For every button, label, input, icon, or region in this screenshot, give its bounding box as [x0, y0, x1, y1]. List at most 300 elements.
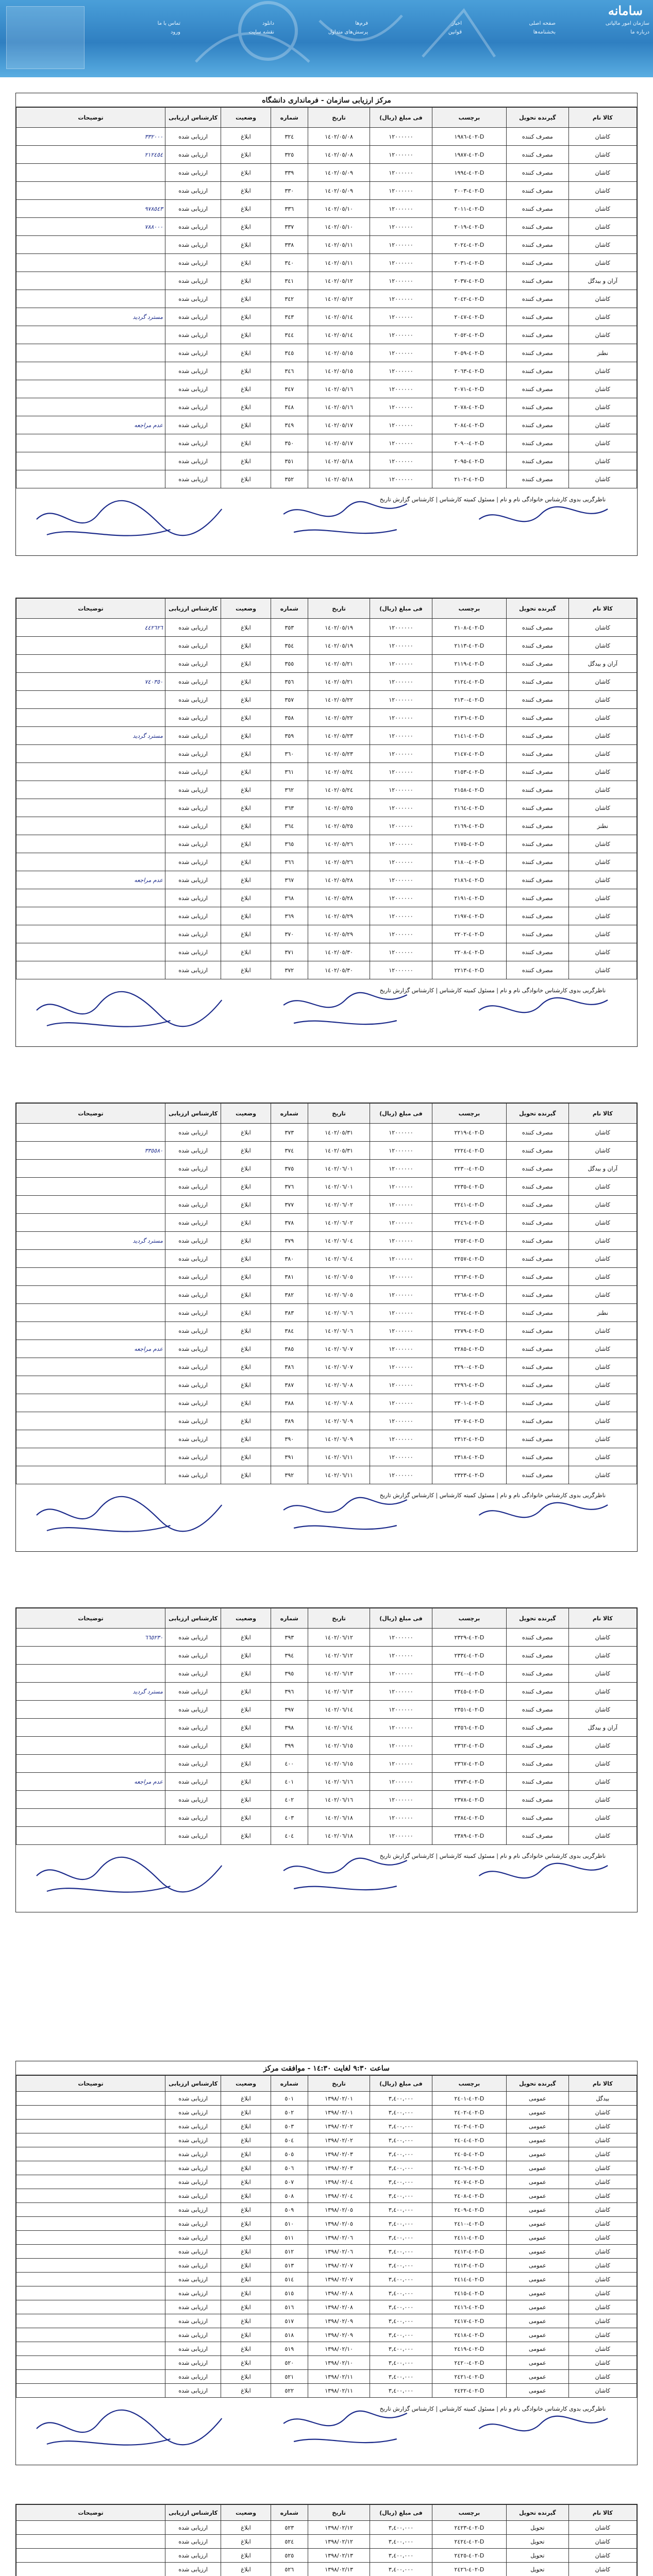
- banner-link[interactable]: سازمان امور مالیاتی: [605, 21, 649, 26]
- table-cell: D-٤٠٢-٢٣٨٩: [432, 1827, 506, 1845]
- column-header: وضعیت: [221, 599, 271, 619]
- table-cell: [16, 2092, 165, 2106]
- column-header: وضعیت: [221, 1104, 271, 1124]
- table-cell: D-٤٠٢-٢٤٢٦: [432, 2563, 506, 2576]
- banner-nav: [93, 21, 649, 35]
- banner-decoration-icon: [0, 0, 653, 77]
- table-cell: ابلاغ: [221, 1376, 271, 1394]
- table-cell: ارزیابی شده: [165, 2161, 221, 2175]
- table-cell: ١٣٩٨/٠٢/٠٩: [308, 2328, 370, 2342]
- table-row: [16, 1466, 637, 1484]
- table-cell: کاشان: [568, 1178, 637, 1196]
- column-header: تاریخ: [308, 1608, 370, 1629]
- table-row: [16, 2203, 637, 2217]
- table-cell: D-٤٠٢-٢٢٣٠: [432, 1160, 506, 1178]
- table-cell: کاشان: [568, 1394, 637, 1412]
- table-cell: ٣٧٣: [271, 1124, 308, 1142]
- table-cell: ابلاغ: [221, 655, 271, 673]
- table-cell: مصرف کننده: [507, 691, 568, 709]
- table-cell: آران و بیدگل: [568, 1160, 637, 1178]
- banner-link[interactable]: فرم‌ها: [355, 21, 368, 26]
- table-cell: ابلاغ: [221, 709, 271, 727]
- table-cell: ابلاغ: [221, 2549, 271, 2563]
- table-cell: ارزیابی شده: [165, 416, 221, 434]
- table-cell: ١٢٠٠٠٠٠٠: [370, 1286, 432, 1304]
- table-cell: [16, 907, 165, 925]
- banner-link[interactable]: ورود: [171, 29, 180, 35]
- table-cell: D-٤٠٢-٢١٣٠: [432, 691, 506, 709]
- table-cell: ١٢٠٠٠٠٠٠: [370, 673, 432, 691]
- table-cell: ١٤٠٢/٠٦/٠١: [308, 1178, 370, 1196]
- table-cell: ارزیابی شده: [165, 308, 221, 326]
- table-row: [16, 2133, 637, 2147]
- table-cell: D-٤٠٢-٢٠٣٧: [432, 272, 506, 290]
- table-cell: کاشان: [568, 308, 637, 326]
- table-cell: ١٢٠٠٠٠٠٠: [370, 1358, 432, 1376]
- table-cell: کاشان: [568, 1196, 637, 1214]
- banner-link[interactable]: پرسش‌های متداول: [328, 29, 368, 35]
- table-cell: ارزیابی شده: [165, 254, 221, 272]
- table-cell: ١٤٠٢/٠٥/٣١: [308, 1142, 370, 1160]
- table-cell: ١٢٠٠٠٠٠٠: [370, 326, 432, 344]
- table-cell: ٣٥٨: [271, 709, 308, 727]
- table-cell: مصرف کننده: [507, 1466, 568, 1484]
- table-cell: ٣٩٩: [271, 1737, 308, 1755]
- column-header: کالا نام: [568, 1608, 637, 1629]
- table-row: [16, 2147, 637, 2161]
- table-cell: ٣٨٨: [271, 1394, 308, 1412]
- table-cell: [16, 2106, 165, 2120]
- table-cell: ابلاغ: [221, 398, 271, 416]
- table-cell: [16, 2161, 165, 2175]
- table-cell: ارزیابی شده: [165, 1286, 221, 1304]
- table-cell: ٣٩٦: [271, 1683, 308, 1701]
- table-cell: کاشان: [568, 2342, 637, 2356]
- table-cell: ١٢٠٠٠٠٠٠: [370, 416, 432, 434]
- table-cell: مصرف کننده: [507, 434, 568, 452]
- table-cell: ١٢٠٠٠٠٠٠: [370, 1809, 432, 1827]
- table-cell: مصرف کننده: [507, 835, 568, 853]
- table-cell: کاشان: [568, 2231, 637, 2245]
- table-cell: ١٢٠٠٠٠٠٠: [370, 799, 432, 817]
- table-cell: ارزیابی شده: [165, 727, 221, 745]
- table-cell: ٣,٤٠٠,٠٠٠: [370, 2328, 432, 2342]
- table-cell: ارزیابی شده: [165, 1737, 221, 1755]
- table-cell: ٣,٤٠٠,٠٠٠: [370, 2161, 432, 2175]
- table-cell: ابلاغ: [221, 1448, 271, 1466]
- table-cell: مصرف کننده: [507, 470, 568, 488]
- table-cell: ابلاغ: [221, 2521, 271, 2535]
- table-cell: ارزیابی شده: [165, 452, 221, 470]
- table-cell: [16, 1647, 165, 1665]
- table-row: [16, 1719, 637, 1737]
- page-title: مرکز ارزیابی سازمان - فرمانداری دانشگاه: [16, 93, 637, 107]
- table-cell: ٣٦١: [271, 763, 308, 781]
- table-cell: [16, 2300, 165, 2314]
- table-cell: ابلاغ: [221, 2273, 271, 2286]
- banner-link[interactable]: بخشنامه‌ها: [533, 29, 556, 35]
- table-cell: [16, 2328, 165, 2342]
- table-cell: ابلاغ: [221, 1809, 271, 1827]
- table-cell: ١٣٩٨/٠٢/٠٥: [308, 2217, 370, 2231]
- column-header: تاریخ: [308, 2076, 370, 2092]
- column-header: وضعیت: [221, 1608, 271, 1629]
- table-cell: D-٤٠٢-٢٠٠٣: [432, 182, 506, 200]
- table-cell: ٣٢٤: [271, 128, 308, 146]
- table-cell: مصرف کننده: [507, 1232, 568, 1250]
- table-cell: D-٤٠٢-٢٢٧٩: [432, 1322, 506, 1340]
- table-cell: کاشان: [568, 2328, 637, 2342]
- table-cell: ١٢٠٠٠٠٠٠: [370, 1773, 432, 1791]
- table-cell: ١٣٩٨/٠٢/١١: [308, 2370, 370, 2384]
- table-row: [16, 835, 637, 853]
- table-cell: کاشان: [568, 146, 637, 164]
- page-frame: [15, 2061, 638, 2465]
- banner-link[interactable]: دانلود: [262, 21, 274, 26]
- table-cell: مصرف کننده: [507, 1322, 568, 1340]
- table-cell: مصرف کننده: [507, 871, 568, 889]
- table-cell: ١٤٠٢/٠٥/٢٢: [308, 709, 370, 727]
- table-cell: مصرف کننده: [507, 1376, 568, 1394]
- table-cell: ارزیابی شده: [165, 398, 221, 416]
- table-cell: [16, 1286, 165, 1304]
- table-cell: ارزیابی شده: [165, 853, 221, 871]
- table-cell: ١٤٠٢/٠٦/١٨: [308, 1827, 370, 1845]
- table-cell: D-٤٠٢-٢٤١٦: [432, 2300, 506, 2314]
- table-header-row: [16, 1608, 637, 1629]
- table-cell: [16, 2535, 165, 2549]
- table-cell: عدم مراجعه: [16, 416, 165, 434]
- table-cell: کاشان: [568, 254, 637, 272]
- column-header: توضیحات: [16, 2505, 165, 2521]
- table-cell: ١٢٠٠٠٠٠٠: [370, 1340, 432, 1358]
- table-cell: ابلاغ: [221, 2161, 271, 2175]
- table-cell: [16, 1448, 165, 1466]
- table-cell: [16, 1737, 165, 1755]
- table-cell: ابلاغ: [221, 470, 271, 488]
- table-cell: ٣٤٥: [271, 344, 308, 362]
- table-cell: [16, 2147, 165, 2161]
- table-cell: ١٤٠٢/٠٥/٢٨: [308, 871, 370, 889]
- table-cell: ٣٥٠: [271, 434, 308, 452]
- table-cell: ارزیابی شده: [165, 1178, 221, 1196]
- table-row: [16, 272, 637, 290]
- signature-caption: ناظرگریی بدوی کارشناس خانوادگی نام و نام | مسئول کمیته کارشناس | کارشناس گزارش تاریخ: [379, 2405, 606, 2412]
- table-cell: عدم مراجعه: [16, 1773, 165, 1791]
- signature-stroke: [47, 1886, 171, 1892]
- table-cell: ١٤٠٢/٠٥/١٩: [308, 619, 370, 637]
- signature-stroke: [294, 1526, 397, 1529]
- table-cell: D-٤٠٢-٢٤٠٤: [432, 2133, 506, 2147]
- table-cell: کاشان: [568, 2259, 637, 2273]
- table-row: [16, 434, 637, 452]
- document-page: [15, 93, 638, 556]
- table-cell: D-٤٠٢-٢٤١٥: [432, 2286, 506, 2300]
- table-cell: عمومی: [507, 2217, 568, 2231]
- table-cell: ارزیابی شده: [165, 2133, 221, 2147]
- table-cell: ابلاغ: [221, 2147, 271, 2161]
- banner-link[interactable]: نقشه سایت: [248, 29, 274, 35]
- table-cell: [16, 344, 165, 362]
- table-header-row: [16, 108, 637, 128]
- table-cell: ١٤٠٢/٠٥/٢٦: [308, 853, 370, 871]
- table-cell: کاشان: [568, 763, 637, 781]
- table-cell: ١٤٠٢/٠٥/١٤: [308, 326, 370, 344]
- table-cell: مصرف کننده: [507, 655, 568, 673]
- table-cell: [16, 2273, 165, 2286]
- table-cell: ٣٦٨: [271, 889, 308, 907]
- table-cell: [16, 1412, 165, 1430]
- table-cell: عمومی: [507, 2342, 568, 2356]
- column-header: وضعیت: [221, 2076, 271, 2092]
- table-cell: ابلاغ: [221, 2217, 271, 2231]
- table-cell: ابلاغ: [221, 362, 271, 380]
- table-row: [16, 1430, 637, 1448]
- table-cell: ١٤٠٢/٠٦/١٥: [308, 1755, 370, 1773]
- table-cell: کاشان: [568, 889, 637, 907]
- table-cell: ١٣٩٨/٠٢/٠٨: [308, 2286, 370, 2300]
- table-cell: ابلاغ: [221, 128, 271, 146]
- signature-area: [16, 979, 637, 1046]
- page-frame: [15, 1607, 638, 1912]
- table-cell: ٣٧٦: [271, 1178, 308, 1196]
- table-cell: ابلاغ: [221, 1160, 271, 1178]
- table-cell: ارزیابی شده: [165, 1430, 221, 1448]
- table-cell: D-٤٠٢-١٩٩٤: [432, 164, 506, 182]
- table-cell: عمومی: [507, 2175, 568, 2189]
- table-cell: ٥١٧: [271, 2314, 308, 2328]
- table-cell: ١٢٠٠٠٠٠٠: [370, 1755, 432, 1773]
- table-row: [16, 745, 637, 763]
- table-cell: ٣٤٤: [271, 326, 308, 344]
- table-cell: عمومی: [507, 2273, 568, 2286]
- table-cell: [16, 2120, 165, 2133]
- table-cell: ابلاغ: [221, 673, 271, 691]
- table-cell: ٣٧٩: [271, 1232, 308, 1250]
- table-cell: ١٢٠٠٠٠٠٠: [370, 655, 432, 673]
- table-cell: D-٤٠٢-٢٤٠٦: [432, 2161, 506, 2175]
- table-cell: ارزیابی شده: [165, 799, 221, 817]
- table-cell: کاشان: [568, 1629, 637, 1647]
- table-cell: ابلاغ: [221, 1358, 271, 1376]
- table-cell: مصرف کننده: [507, 308, 568, 326]
- table-cell: ١٤٠٢/٠٦/١٨: [308, 1809, 370, 1827]
- table-cell: D-٤٠٢-٢٣٧٨: [432, 1791, 506, 1809]
- table-cell: ٣٦٦: [271, 853, 308, 871]
- banner-link[interactable]: تماس با ما: [157, 21, 180, 26]
- table-cell: بیدگل: [568, 2092, 637, 2106]
- table-cell: ابلاغ: [221, 344, 271, 362]
- table-cell: D-٤٠٢-٢٢٠٢: [432, 925, 506, 943]
- table-cell: مصرف کننده: [507, 727, 568, 745]
- table-cell: ٣,٤٠٠,٠٠٠: [370, 2175, 432, 2189]
- banner-link[interactable]: درباره ما: [630, 29, 649, 35]
- table-cell: ٣,٤٠٠,٠٠٠: [370, 2286, 432, 2300]
- table-cell: کاشان: [568, 182, 637, 200]
- table-cell: ١٤٠٢/٠٦/٠٥: [308, 1268, 370, 1286]
- table-cell: ١٢٠٠٠٠٠٠: [370, 1394, 432, 1412]
- table-cell: D-٤٠٢-٢٣٦٧: [432, 1755, 506, 1773]
- table-cell: D-٤٠٢-٢٤١٣: [432, 2259, 506, 2273]
- table-row: [16, 1827, 637, 1845]
- column-header: توضیحات: [16, 2076, 165, 2092]
- table-row: [16, 1196, 637, 1214]
- table-cell: ٣٦٥: [271, 835, 308, 853]
- table-cell: [16, 709, 165, 727]
- table-cell: ابلاغ: [221, 1412, 271, 1430]
- table-row: [16, 2217, 637, 2231]
- table-cell: کاشان: [568, 362, 637, 380]
- table-cell: ١٤٠٢/٠٥/١٨: [308, 452, 370, 470]
- table-cell: مصرف کننده: [507, 1358, 568, 1376]
- table-row: [16, 871, 637, 889]
- table-cell: ابلاغ: [221, 1665, 271, 1683]
- column-header: فی مبلغ (ریال): [370, 1104, 432, 1124]
- table-cell: کاشان: [568, 416, 637, 434]
- table-row: [16, 2300, 637, 2314]
- table-cell: کاشان: [568, 1268, 637, 1286]
- table-row: [16, 907, 637, 925]
- table-cell: مصرف کننده: [507, 1412, 568, 1430]
- table-cell: ١٤٠٢/٠٥/٢٥: [308, 817, 370, 835]
- table-cell: ٣٣٧: [271, 218, 308, 236]
- table-cell: مصرف کننده: [507, 1178, 568, 1196]
- table-cell: ٤٠٣: [271, 1809, 308, 1827]
- table-cell: ١٢٠٠٠٠٠٠: [370, 1683, 432, 1701]
- table-cell: مصرف کننده: [507, 254, 568, 272]
- table-cell: مصرف کننده: [507, 817, 568, 835]
- signature-area: [16, 1845, 637, 1912]
- table-cell: ٥٠١: [271, 2092, 308, 2106]
- table-cell: ٤٠٠: [271, 1755, 308, 1773]
- table-cell: ١٣٩٨/٠٢/٠٣: [308, 2161, 370, 2175]
- table-cell: ١٤٠٢/٠٥/١٩: [308, 637, 370, 655]
- table-cell: ٣٣٩: [271, 164, 308, 182]
- column-header: کارشناس ارزیابی: [165, 1608, 221, 1629]
- banner-link[interactable]: قوانین: [448, 29, 462, 35]
- table-cell: ١٣٩٨/٠٢/٠٥: [308, 2203, 370, 2217]
- signature-stroke: [479, 998, 608, 1013]
- table-cell: [16, 1322, 165, 1340]
- table-cell: D-٤٠٢-٢٤٢٣: [432, 2521, 506, 2535]
- table-cell: ١٢٠٠٠٠٠٠: [370, 781, 432, 799]
- table-cell: ابلاغ: [221, 925, 271, 943]
- table-row: [16, 1358, 637, 1376]
- table-cell: عمومی: [507, 2300, 568, 2314]
- table-cell: ٣٢٥: [271, 146, 308, 164]
- signature-stroke: [47, 2439, 171, 2445]
- table-cell: ارزیابی شده: [165, 961, 221, 979]
- table-cell: ١٢٠٠٠٠٠٠: [370, 1791, 432, 1809]
- table-cell: مصرف کننده: [507, 1791, 568, 1809]
- table-cell: کاشان: [568, 943, 637, 961]
- table-cell: ابلاغ: [221, 2120, 271, 2133]
- table-cell: ١٢٠٠٠٠٠٠: [370, 871, 432, 889]
- table-cell: کاشان: [568, 2106, 637, 2120]
- table-cell: عمومی: [507, 2286, 568, 2300]
- table-cell: مصرف کننده: [507, 1394, 568, 1412]
- table-row: [16, 1232, 637, 1250]
- table-cell: ٣٨٢: [271, 1286, 308, 1304]
- table-cell: ابلاغ: [221, 2092, 271, 2106]
- table-cell: ارزیابی شده: [165, 1124, 221, 1142]
- table-cell: ٣٤٦: [271, 362, 308, 380]
- table-cell: ابلاغ: [221, 1430, 271, 1448]
- signature-stroke: [479, 507, 608, 522]
- table-cell: ٣,٤٠٠,٠٠٠: [370, 2203, 432, 2217]
- table-cell: کاشان: [568, 691, 637, 709]
- table-cell: ١٤٠٢/٠٦/١١: [308, 1466, 370, 1484]
- table-row: [16, 2535, 637, 2549]
- table-cell: D-٤٠٢-٢٣٥١: [432, 1701, 506, 1719]
- table-cell: [16, 745, 165, 763]
- table-cell: [16, 763, 165, 781]
- banner-link[interactable]: صفحه اصلی: [529, 21, 556, 26]
- table-cell: آران و بیدگل: [568, 1719, 637, 1737]
- column-header: برچسب: [432, 2505, 506, 2521]
- signature-stroke: [47, 1021, 171, 1027]
- table-cell: ٣٩٣: [271, 1629, 308, 1647]
- table-cell: ١٢٠٠٠٠٠٠: [370, 1466, 432, 1484]
- table-cell: نطنز: [568, 344, 637, 362]
- table-row: [16, 362, 637, 380]
- table-cell: عمومی: [507, 2189, 568, 2203]
- table-row: [16, 2273, 637, 2286]
- table-cell: [16, 799, 165, 817]
- table-cell: ٥٠٧: [271, 2175, 308, 2189]
- table-cell: ٣,٤٠٠,٠٠٠: [370, 2535, 432, 2549]
- table-cell: D-٤٠٢-٢٢٣٥: [432, 1178, 506, 1196]
- table-cell: ٣,٤٠٠,٠٠٠: [370, 2106, 432, 2120]
- table-cell: ١٤٠٢/٠٦/٠٤: [308, 1250, 370, 1268]
- table-cell: ارزیابی شده: [165, 709, 221, 727]
- banner-link[interactable]: اخبار: [451, 21, 462, 26]
- table-cell: ١٤٠٢/٠٥/١١: [308, 236, 370, 254]
- table-cell: [16, 1665, 165, 1683]
- table-cell: مصرف کننده: [507, 182, 568, 200]
- table-row: [16, 2370, 637, 2384]
- table-cell: ١٣٩٨/٠٢/٠٣: [308, 2147, 370, 2161]
- table-cell: مصرف کننده: [507, 200, 568, 218]
- table-cell: ١٤٠٢/٠٥/٢١: [308, 655, 370, 673]
- table-cell: [16, 961, 165, 979]
- table-cell: ٣٥١: [271, 452, 308, 470]
- table-cell: ١٢٠٠٠٠٠٠: [370, 164, 432, 182]
- table-cell: ١٤٠٢/٠٦/١٤: [308, 1719, 370, 1737]
- table-cell: D-٤٠٢-٢١٨٠: [432, 853, 506, 871]
- table-cell: ١٣٩٨/٠٢/٠٦: [308, 2245, 370, 2259]
- table-cell: مصرف کننده: [507, 1340, 568, 1358]
- table-row: [16, 943, 637, 961]
- table-cell: ١٤٠٢/٠٦/١٤: [308, 1701, 370, 1719]
- table-cell: D-٤٠٢-٢٤٠٥: [432, 2147, 506, 2161]
- table-cell: ارزیابی شده: [165, 2217, 221, 2231]
- table-cell: کاشان: [568, 2535, 637, 2549]
- table-cell: ١٤٠٢/٠٥/١٧: [308, 434, 370, 452]
- table-cell: ارزیابی شده: [165, 2120, 221, 2133]
- table-cell: D-٤٠٢-٢٤٠٧: [432, 2175, 506, 2189]
- table-cell: کاشان: [568, 2521, 637, 2535]
- table-cell: ارزیابی شده: [165, 2356, 221, 2370]
- table-cell: D-٤٠٢-٢٠٣١: [432, 254, 506, 272]
- table-cell: D-٤٠٢-٢٢٢٤: [432, 1142, 506, 1160]
- table-cell: [16, 1430, 165, 1448]
- table-cell: ارزیابی شده: [165, 200, 221, 218]
- table-cell: D-٤٠٢-٢٢٠٨: [432, 943, 506, 961]
- table-cell: ٣٥٤: [271, 637, 308, 655]
- table-cell: ارزیابی شده: [165, 272, 221, 290]
- table-cell: ١٤٠٢/٠٥/٣٠: [308, 961, 370, 979]
